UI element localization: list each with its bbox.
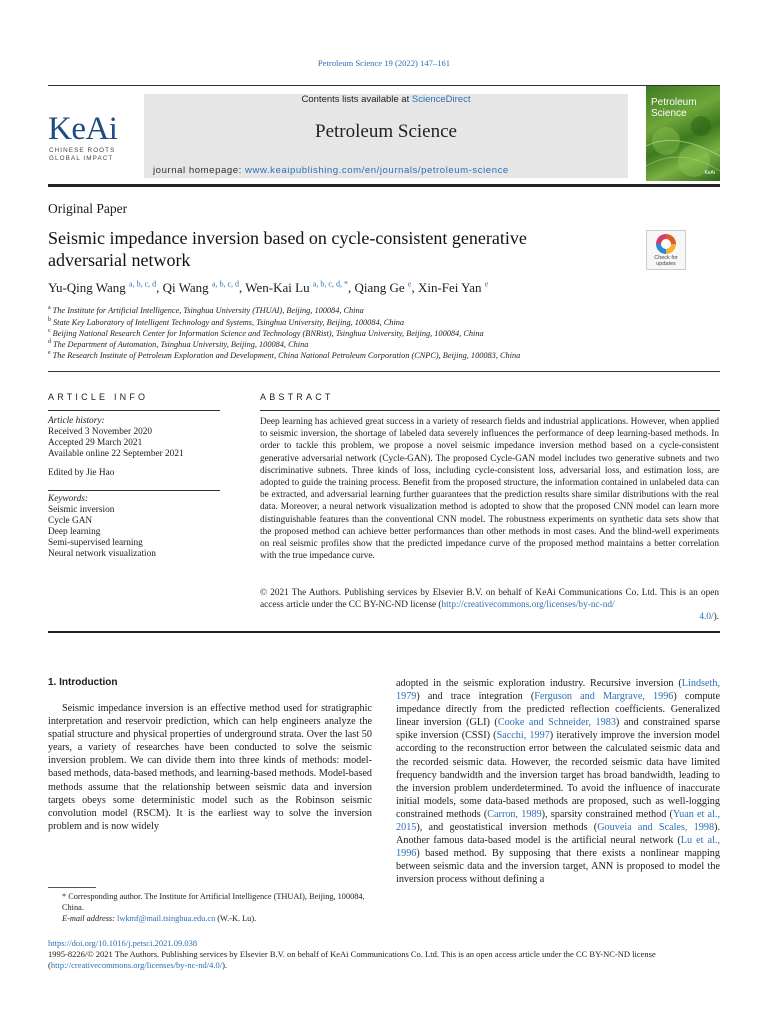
publisher-tagline-1: CHINESE ROOTS	[49, 147, 116, 154]
author-affiliation-marks[interactable]: e	[484, 279, 489, 289]
abstract-license-link-end[interactable]: 4.0/	[699, 612, 714, 622]
body-text-segment: ) iteratively improve the inversion model according to the reconstruction error between the calculated seismic data and the recorded seismic data. However, the recorded seismic data have limited frequency bandwidth and the inversion target has broad bandwidth, leading to the inversion problem underdetermined. To avoid the influence of inaccurate initial models, some data-based methods are proposed, such as well-logging constrained methods (	[396, 730, 720, 820]
affiliation-text: The Institute for Artificial Intelligence, Tsinghua University (THUAI), Beijing, 100084, China	[52, 305, 364, 315]
author-affiliation-marks[interactable]: a, b, c, d	[211, 279, 240, 289]
article-history-label: Article history:	[48, 416, 105, 426]
publisher-logo-wordmark: KeAi	[48, 111, 118, 147]
reference-link[interactable]: Gouveia and Scales, 1998	[597, 822, 715, 834]
footer-license-link[interactable]: http://creativecommons.org/licenses/by-nc-nd/4.0/	[50, 960, 223, 970]
paper-title	[48, 227, 608, 271]
check-updates-label-line-1: Check for	[654, 255, 678, 261]
reference-link[interactable]: Lu et al., 1996	[396, 835, 720, 860]
article-info-heading: ARTICLE INFO	[48, 392, 149, 402]
reference-link[interactable]: Sacchi, 1997	[496, 730, 550, 742]
cover-publisher-logo: KeAi	[704, 170, 715, 176]
author-name[interactable]: Qiang Ge	[354, 280, 405, 295]
keywords-rule	[48, 490, 220, 491]
journal-title: Petroleum Science	[315, 121, 457, 142]
publisher-tagline-2: GLOBAL IMPACT	[49, 155, 114, 162]
affiliation-item	[48, 350, 520, 360]
journal-citation-link[interactable]: Petroleum Science 19 (2022) 147–161	[317, 58, 451, 68]
abstract-license-close: ).	[713, 612, 719, 622]
issn-copyright	[48, 949, 720, 971]
footnote-rule	[48, 887, 96, 888]
journal-cover-image[interactable]	[646, 86, 720, 181]
abstract-text: Deep learning has achieved great success in a variety of research fields and industrial applications. However, when applied to seismic inversion, the shortage of labeled data severely influences the performance of deep learning-based methods. In order to tackle this problem, we propose a novel seismic impedance inversion method based on a cycle-consistent generative adversarial network (Cycle-GAN). The proposed Cycle-GAN model includes two generative subnets and two discriminative subnets. Three kinds of loss, including cycle-consistent loss, adversarial loss, and estimation loss, are adopted to guide the training process. Benefit from the proposed structure, the information contained in unlabeled data can be extracted, and adversarial learning further guarantees that the prediction results share similar distributions with the real data. Moreover, a neural network visualization method is adopted to show that the proposed CNN model can learn more distinguishable features than the conventional CNN model. The robustness experiments on synthetic data sets show that the proposed method can achieve better performances than other methods in most cases. And the blind-well experiments on real seismic profiles show that the predicted impedance curve of the proposed method maintains a better correlation with the true impedance curve.	[260, 417, 719, 562]
abstract-copyright-text: © 2021 The Authors. Publishing services by Elsevier B.V. on behalf of KeAi Communications Co. Ltd. This is an open access article under the CC BY-NC-ND license (	[260, 588, 719, 611]
body-text-segment: ) based method. By supposing that there exists a nonlinear mapping between seismic data and the inversion target, ANN is proposed to model the inversion process without defining a	[396, 848, 720, 886]
affiliation-label: d	[48, 339, 51, 345]
abstract-rule	[260, 410, 720, 411]
journal-homepage-link[interactable]: www.keaipublishing.com/en/journals/petroleum-science	[245, 165, 509, 176]
abstract-end-rule	[48, 631, 720, 633]
body-text-segment: ) and trace integration (	[416, 691, 535, 703]
online-date: Available online 22 September 2021	[48, 449, 184, 459]
introduction-right-column	[396, 677, 720, 887]
author-name[interactable]: Xin-Fei Yan	[417, 280, 482, 295]
edited-by: Edited by Jie Hao	[48, 468, 115, 478]
article-type: Original Paper	[48, 201, 128, 216]
publisher-logo	[48, 112, 130, 164]
homepage-prefix: journal homepage:	[153, 165, 246, 176]
article-info-rule	[48, 410, 220, 411]
corresponding-author-note: * Corresponding author. The Institute for Artificial Intelligence (THUAI), Beijing, 100084, China.	[62, 892, 365, 912]
paper-title-line-1: Seismic impedance inversion based on cycle-consistent generative	[48, 228, 527, 248]
keyword-item: Cycle GAN	[48, 516, 93, 526]
affiliation-label: c	[48, 328, 51, 334]
paper-title-line-2: adversarial network	[48, 250, 191, 270]
check-for-updates-button[interactable]	[646, 230, 686, 270]
author-separator: ,	[411, 280, 418, 295]
accepted-date: Accepted 29 March 2021	[48, 438, 143, 448]
affiliation-item	[48, 339, 308, 349]
keyword-item: Semi-supervised learning	[48, 538, 143, 548]
email-link[interactable]: lwkmf@mail.tsinghua.edu.cn	[117, 914, 216, 923]
abstract-license-link-tail	[600, 612, 719, 622]
received-date: Received 3 November 2020	[48, 427, 153, 437]
abstract-heading: ABSTRACT	[260, 392, 334, 402]
affiliation-label: a	[48, 305, 51, 311]
author-affiliation-marks[interactable]: a, b, c, d	[129, 279, 157, 289]
affiliation-text: State Key Laboratory of Intelligent Technology and Systems, Tsinghua University, Beijing, 100084, China	[53, 317, 405, 327]
affiliation-text: The Research Institute of Petroleum Exploration and Development, China National Petroleum Corporation (CNPC), Beijing, 100083, China	[52, 350, 521, 360]
issn-copyright-text: 1995-8226/© 2021 The Authors. Publishing services by Elsevier B.V. on behalf of KeAi Communications Co. Ltd. This is an open access article under the CC BY-NC-ND license (	[48, 949, 656, 970]
check-updates-label	[647, 255, 685, 267]
doi-link[interactable]: https://doi.org/10.1016/j.petsci.2021.09.038	[48, 938, 198, 948]
affiliation-item	[48, 317, 404, 327]
check-updates-label-line-2: updates	[656, 261, 676, 267]
body-text-segment: ) and constrained sparse spike inversion (CSSI) (	[396, 717, 720, 742]
reference-link[interactable]: Yuan et al., 2015	[396, 808, 721, 834]
abstract-license-link[interactable]: http://creativecommons.org/licenses/by-nc-nd/	[441, 600, 615, 611]
affiliation-label: b	[48, 317, 51, 323]
author-list	[48, 280, 488, 296]
journal-homepage-line	[153, 165, 509, 176]
cover-title-line-2: Science	[651, 108, 687, 119]
keyword-item: Deep learning	[48, 527, 101, 537]
sciencedirect-link[interactable]: ScienceDirect	[411, 94, 471, 105]
author-separator: ,	[156, 280, 163, 295]
affiliation-text: Beijing National Research Center for Information Science and Technology (BNRist), Tsinghua University, Beijing, 100084, China	[52, 328, 484, 338]
abstract-copyright	[260, 587, 719, 611]
affiliation-label: e	[48, 350, 51, 356]
affiliation-divider	[48, 371, 720, 372]
author-name[interactable]: Qi Wang	[162, 280, 209, 295]
footer-license-close: ).	[222, 960, 228, 970]
keyword-item: Seismic inversion	[48, 505, 115, 515]
keywords-label: Keywords:	[48, 494, 88, 504]
body-text-segment: ), and geostatistical inversion methods (	[416, 822, 598, 834]
introduction-left-paragraph: Seismic impedance inversion is an effective method used for stratigraphic interpretation and reservoir prediction, which can help engineers analyze the spatial structure and physical properties of underground strata. Over the last 50 years, a variety of researches have been conducted to solve the seismic inversion problem. We can divide them into three kinds of methods: model-based methods, data-based methods, and learning-based methods. Model-based methods assume that the relationship between seismic data and inversion targets obeys some deterministic model such as the Robinson seismic convolution model (RSCM). It is the earliest way to solve the inversion problem and is now widely	[48, 703, 372, 832]
cover-title	[651, 97, 697, 119]
author-affiliation-marks[interactable]: a, b, c, d, *	[312, 279, 348, 289]
author-affiliation-marks[interactable]: e	[407, 279, 412, 289]
reference-link[interactable]: Lindseth, 1979	[396, 678, 720, 703]
author-name[interactable]: Yu-Qing Wang	[48, 280, 126, 295]
introduction-heading: 1. Introduction	[48, 677, 118, 688]
author-separator: ,	[347, 280, 355, 295]
body-text-segment: ), sparsity constrained method (	[541, 808, 673, 820]
cover-title-line-1: Petroleum	[651, 97, 697, 108]
corresponding-author-footnote	[48, 891, 372, 924]
check-updates-icon-center	[661, 239, 671, 249]
author-name[interactable]: Wen-Kai Lu	[245, 280, 310, 295]
email-label: E-mail address:	[62, 914, 115, 923]
header-bottom-rule	[48, 184, 720, 187]
author-separator: ,	[239, 280, 246, 295]
reference-link[interactable]: Carron, 1989	[487, 808, 542, 820]
keyword-item: Neural network visualization	[48, 549, 156, 559]
affiliation-item	[48, 305, 364, 315]
email-owner: (W.-K. Lu).	[215, 914, 257, 923]
body-text-segment: adopted in the seismic exploration industry. Recursive inversion (	[396, 678, 682, 689]
affiliation-text: The Department of Automation, Tsinghua University, Beijing, 100084, China	[53, 339, 309, 349]
body-text-segment: ) compute impedance directly from the predicted reflection coefficients. Generalized linear inversion (GLI) (	[396, 691, 720, 729]
reference-link[interactable]: Ferguson and Margrave, 1996	[534, 691, 674, 703]
check-updates-icon	[656, 234, 676, 254]
header-top-rule	[48, 85, 720, 86]
contents-available-line	[144, 94, 628, 105]
reference-link[interactable]: Cooke and Schneider, 1983	[497, 717, 616, 729]
contents-prefix: Contents lists available at	[301, 94, 412, 105]
body-text-segment: ). Another famous data-based model is the artificial neural network (	[396, 822, 720, 847]
affiliation-item	[48, 328, 484, 338]
